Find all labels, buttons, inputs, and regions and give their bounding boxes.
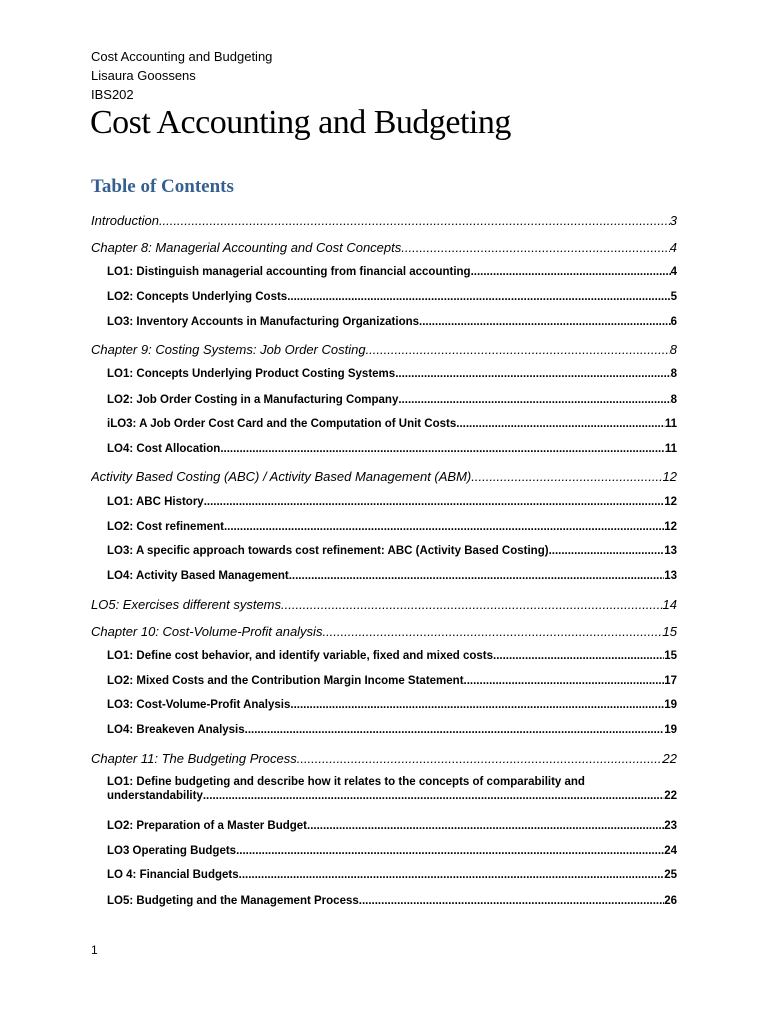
toc-leader-dots [366,342,670,357]
toc-entry[interactable] [107,521,677,533]
toc-entry[interactable] [91,342,677,357]
toc-entry-label: LO1: Concepts Underlying Product Costing Systems [107,368,396,380]
toc-page-number: 4 [670,266,677,278]
toc-entry[interactable] [91,751,677,766]
toc-entry-label: LO2: Job Order Costing in a Manufacturing Company [107,394,399,406]
toc-entry-label: LO3: Cost-Volume-Profit Analysis [107,699,291,711]
document-header [91,47,272,104]
toc-leader-dots [464,675,665,687]
toc-leader-dots [395,368,670,380]
toc-entry-label: LO2: Concepts Underlying Costs [107,291,288,303]
toc-leader-dots [239,869,665,881]
toc-page-number: 22 [662,751,677,766]
toc-leader-dots [493,650,664,662]
toc-page-number: 23 [664,820,677,832]
toc-page-number: 22 [664,790,677,802]
toc-entry-label: LO2: Preparation of a Master Budget [107,820,308,832]
toc-leader-dots [359,895,664,907]
toc-leader-dots [204,496,665,508]
toc-entry-label: LO2: Cost refinement [107,521,224,533]
toc-entry[interactable] [91,469,677,484]
toc-page-number: 12 [662,469,677,484]
toc-entry[interactable] [107,291,677,303]
toc-entry[interactable] [107,724,677,736]
toc-leader-dots [401,240,670,255]
toc-entry[interactable] [91,624,677,639]
toc-entry-label: LO2: Mixed Costs and the Contribution Margin Income Statement [107,675,464,687]
toc-leader-dots [322,624,662,639]
toc-page-number: 14 [662,597,677,612]
toc-leader-dots [398,394,670,406]
toc-page-number: 3 [669,213,677,228]
toc-page-number: 25 [664,869,677,881]
header-code: IBS202 [91,87,134,102]
toc-entry-label: Activity Based Costing (ABC) / Activity Based Management (ABM) [91,469,472,484]
toc-page-number: 12 [664,496,677,508]
toc-entry[interactable] [91,240,677,255]
toc-entry[interactable] [107,443,677,455]
toc-leader-dots [159,213,670,228]
toc-entry[interactable] [107,845,677,857]
toc-leader-dots [224,521,664,533]
toc-entry[interactable] [107,869,677,881]
toc-page-number: 12 [664,521,677,533]
toc-entry[interactable] [91,597,677,612]
toc-leader-dots [220,443,665,455]
toc-entry[interactable] [107,650,677,662]
toc-page-number: 5 [670,291,677,303]
toc-entry[interactable] [107,496,677,508]
toc-entry-label: Chapter 8: Managerial Accounting and Cost Concepts [91,240,402,255]
toc-entry-label: LO3: A specific approach towards cost refinement: ABC (Activity Based Costing) [107,545,549,557]
toc-leader-dots [471,266,671,278]
toc-leader-dots [290,699,664,711]
header-author: Lisaura Goossens [91,68,196,83]
document-title: Cost Accounting and Budgeting [90,104,511,141]
toc-page-number: 8 [669,342,677,357]
toc-leader-dots [297,751,663,766]
toc-leader-dots [236,845,664,857]
toc-entry-label: LO1: Define cost behavior, and identify variable, fixed and mixed costs [107,650,493,662]
page-number: 1 [91,943,98,957]
toc-leader-dots [287,291,670,303]
toc-page-number: 6 [670,316,677,328]
toc-page-number: 13 [664,545,677,557]
toc-entry-label: iLO3: A Job Order Cost Card and the Computation of Unit Costs [107,418,457,430]
toc-entry[interactable] [107,699,677,711]
toc-entry-label: Chapter 9: Costing Systems: Job Order Costing [91,342,366,357]
toc-entry-label: LO 4: Financial Budgets [107,869,239,881]
toc-entry-label: LO1: Define budgeting and describe how it relates to the concepts of comparability and [107,776,585,788]
toc-leader-dots [245,724,665,736]
toc-entry[interactable] [91,213,677,228]
toc-leader-dots [549,545,665,557]
toc-entry-label-continued: understandability [107,790,203,802]
toc-leader-dots [456,418,665,430]
toc-entry-label: Chapter 11: The Budgeting Process [91,751,297,766]
toc-entry[interactable] [107,316,677,328]
toc-page-number: 15 [662,624,677,639]
toc-entry[interactable] [107,394,677,406]
toc-entry-label: LO4: Cost Allocation [107,443,221,455]
toc-page-number: 4 [669,240,677,255]
toc-page-number: 13 [664,570,677,582]
toc-entry[interactable] [107,368,677,380]
toc-entry-label: Chapter 10: Cost-Volume-Profit analysis [91,624,323,639]
toc-leader-dots [419,316,671,328]
toc-entry[interactable] [107,820,677,832]
toc-entry-label: LO1: ABC History [107,496,204,508]
toc-page-number: 19 [664,724,677,736]
toc-entry[interactable] [107,545,677,557]
toc-entry[interactable] [107,570,677,582]
toc-entry-label: LO3 Operating Budgets [107,845,237,857]
toc-page-number: 26 [664,895,677,907]
toc-entry-label: LO5: Exercises different systems [91,597,282,612]
toc-entry[interactable] [107,895,677,907]
toc-page-number: 11 [664,443,677,455]
toc-page-number: 19 [664,699,677,711]
toc-entry[interactable] [107,418,677,430]
header-course: Cost Accounting and Budgeting [91,49,273,64]
toc-page-number: 8 [670,394,677,406]
toc-page-number: 15 [664,650,677,662]
toc-entry-label: LO5: Budgeting and the Management Process [107,895,359,907]
toc-leader-dots [471,469,662,484]
toc-entry[interactable] [107,776,677,802]
toc-entry[interactable] [107,675,677,687]
toc-entry-label: LO4: Breakeven Analysis [107,724,245,736]
toc-entry-label: LO4: Activity Based Management [107,570,289,582]
toc-page-number: 17 [664,675,677,687]
toc-leader-dots [307,820,664,832]
toc-entry-label: LO3: Inventory Accounts in Manufacturing Organizations [107,316,420,328]
toc-heading: Table of Contents [91,176,234,197]
toc-leader-dots [281,597,663,612]
toc-entry-label: Introduction [91,213,159,228]
toc-entry-label: LO1: Distinguish managerial accounting from financial accounting [107,266,471,278]
toc-leader-dots [289,570,664,582]
toc-page-number: 8 [670,368,677,380]
toc-entry[interactable] [107,266,677,278]
toc-page-number: 24 [664,845,677,857]
toc-page-number: 11 [664,418,677,430]
toc-leader-dots [203,790,664,802]
